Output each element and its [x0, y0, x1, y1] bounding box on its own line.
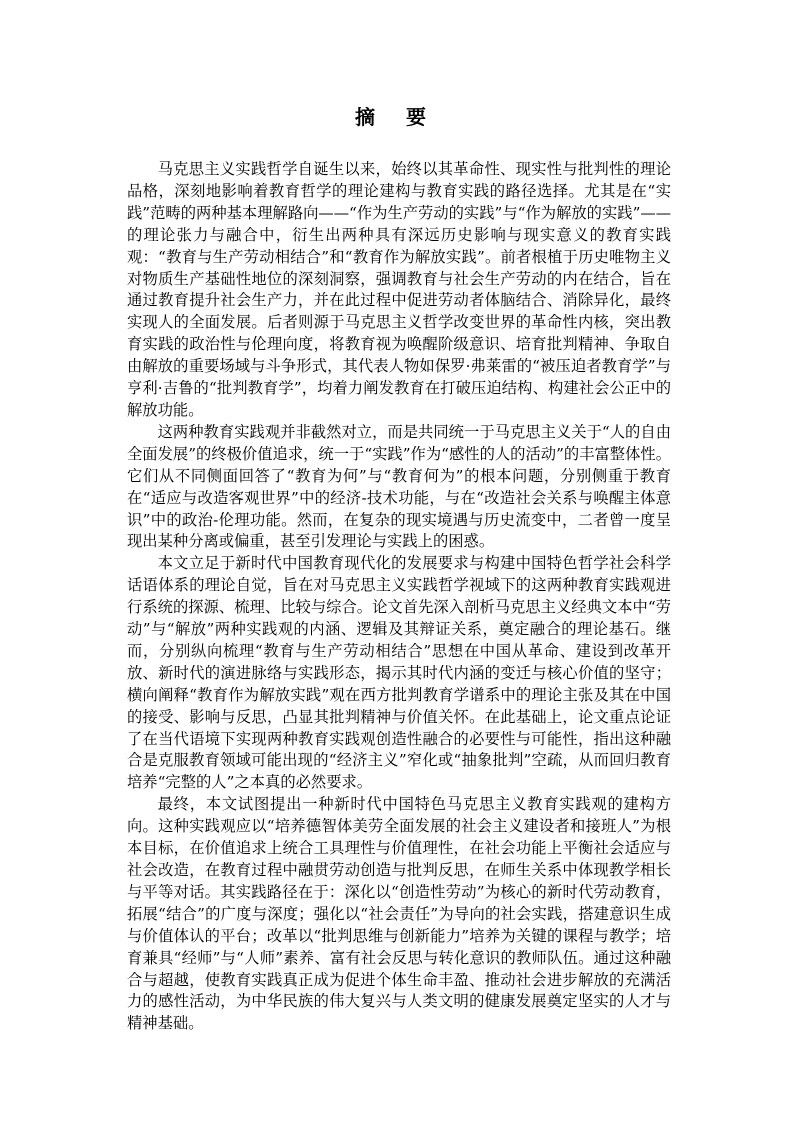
- abstract-body: [127, 159, 671, 1035]
- paragraph-4: 最终，本文试图提出一种新时代中国特色马克思主义教育实践观的建构方向。这种实践观应以“培养德智体美劳全面发展的社会主义建设者和接班人”为根本目标，在价值追求上统合工具理性与价值理性，在社会功能上平衡社会适应与社会改造，在教育过程中融贯劳动创造与批判反思，在师生关系中体现教学相长与平等对话。其实践路径在于：深化以“创造性劳动”为核心的新时代劳动教育，拓展“结合”的广度与深度；强化以“社会责任”为导向的社会实践，搭建意识生成与价值体认的平台；改革以“批判思维与创新能力”培养为关键的课程与教学；培育兼具“经师”与“人师”素养、富有社会反思与转化意识的教师队伍。通过这种融合与超越，使教育实践真正成为促进个体生命丰盈、推动社会进步解放的充满活力的感性活动，为中华民族的伟大复兴与人类文明的健康发展奠定坚实的人才与精神基础。: [127, 795, 671, 1033]
- paragraph-3: 本文立足于新时代中国教育现代化的发展要求与构建中国特色哲学社会科学话语体系的理论自觉，旨在对马克思主义实践哲学视域下的这两种教育实践观进行系统的探源、梳理、比较与综合。论文首先深入剖析马克思主义经典文本中“劳动”与“解放”两种实践观的内涵、逻辑及其辩证关系，奠定融合的理论基石。继而，分别纵向梳理“教育与生产劳动相结合”思想在中国从革命、建设到改革开放、新时代的演进脉络与实践形态，揭示其时代内涵的变迁与核心价值的坚守；横向阐释“教育作为解放实践”观在西方批判教育学谱系中的理论主张及其在中国的接受、影响与反思，凸显其批判精神与价值关怀。在此基础上，论文重点论证了在当代语境下实现两种教育实践观创造性融合的必要性与可能性，指出这种融合是克服教育领域可能出现的“经济主义”窄化或“抽象批判”空疏，从而回归教育培养“完整的人”之本真的必然要求。: [127, 554, 671, 792]
- paragraph-2: 这两种教育实践观并非截然对立，而是共同统一于马克思主义关于“人的自由全面发展”的终极价值追求，统一于“实践”作为“感性的人的活动”的丰富整体性。它们从不同侧面回答了“教育为何”与“教育何为”的根本问题，分别侧重于教育在“适应与改造客观世界”中的经济-技术功能，与在“改造社会关系与唤醒主体意识”中的政治-伦理功能。然而，在复杂的现实境遇与历史流变中，二者曾一度呈现出某种分离或偏重，甚至引发理论与实践上的困惑。: [127, 422, 671, 551]
- page-title: 摘 要: [355, 105, 438, 129]
- paragraph-1: 马克思主义实践哲学自诞生以来，始终以其革命性、现实性与批判性的理论品格，深刻地影响着教育哲学的理论建构与教育实践的路径选择。尤其是在“实践”范畴的两种基本理解路向——“作为生产劳动的实践”与“作为解放的实践”——的理论张力与融合中，衍生出两种具有深远历史影响与现实意义的教育实践观：“教育与生产劳动相结合”和“教育作为解放实践”。前者根植于历史唯物主义对物质生产基础性地位的深刻洞察，强调教育与社会生产劳动的内在结合，旨在通过教育提升社会生产力，并在此过程中促进劳动者体脑结合、消除异化，最终实现人的全面发展。后者则源于马克思主义哲学改变世界的革命性内核，突出教育实践的政治性与伦理向度，将教育视为唤醒阶级意识、培育批判精神、争取自由解放的重要场域与斗争形式，其代表人物如保罗·弗莱雷的“被压迫者教育学”与亨利·吉鲁的“批判教育学”，均着力阐发教育在打破压迫结构、构建社会公正中的解放功能。: [127, 160, 671, 419]
